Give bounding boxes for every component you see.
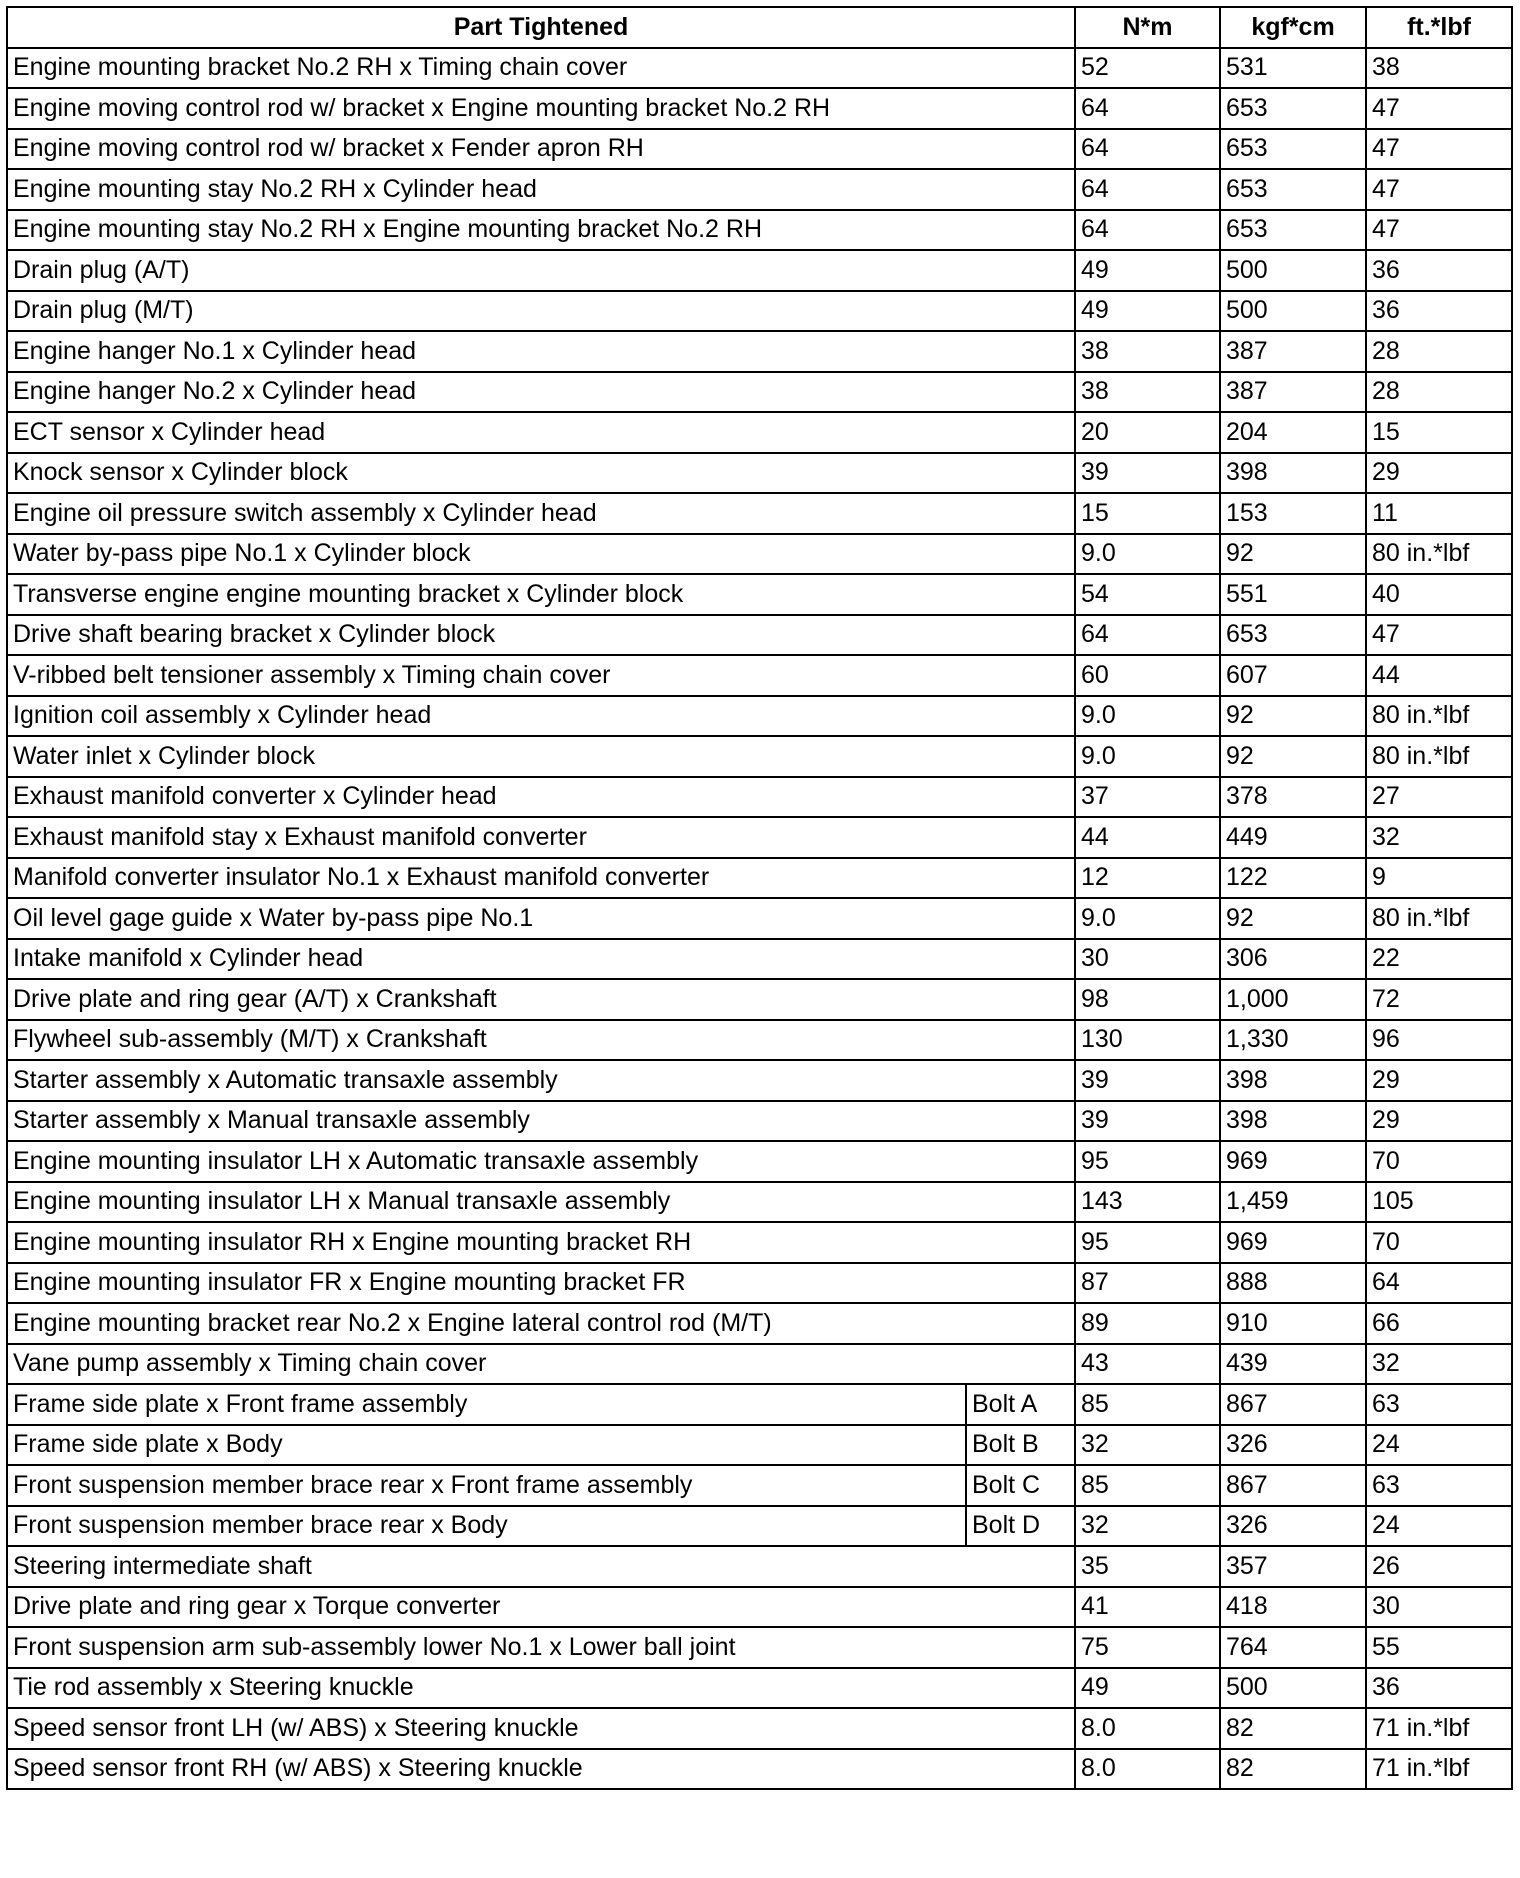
nm-value-cell: 64 xyxy=(1075,615,1220,656)
kgf-cm-value-cell: 867 xyxy=(1220,1384,1366,1425)
ft-lbf-value-cell: 29 xyxy=(1366,453,1512,494)
kgf-cm-value-cell: 1,000 xyxy=(1220,979,1366,1020)
kgf-cm-value-cell: 531 xyxy=(1220,48,1366,89)
nm-value-cell: 143 xyxy=(1075,1182,1220,1223)
ft-lbf-value-cell: 15 xyxy=(1366,412,1512,453)
nm-value-cell: 12 xyxy=(1075,858,1220,899)
ft-lbf-value-cell: 105 xyxy=(1366,1182,1512,1223)
part-tightened-cell: Exhaust manifold stay x Exhaust manifold converter xyxy=(7,817,1075,858)
table-row xyxy=(7,1303,1512,1344)
table-row xyxy=(7,615,1512,656)
kgf-cm-value-cell: 418 xyxy=(1220,1587,1366,1628)
part-tightened-cell: Engine oil pressure switch assembly x Cylinder head xyxy=(7,493,1075,534)
nm-value-cell: 49 xyxy=(1075,250,1220,291)
ft-lbf-value-cell: 44 xyxy=(1366,655,1512,696)
kgf-cm-value-cell: 653 xyxy=(1220,129,1366,170)
ft-lbf-value-cell: 36 xyxy=(1366,1668,1512,1709)
bolt-label-cell: Bolt B xyxy=(966,1425,1075,1466)
ft-lbf-value-cell: 63 xyxy=(1366,1384,1512,1425)
table-row xyxy=(7,210,1512,251)
table-row xyxy=(7,331,1512,372)
part-tightened-cell: Engine mounting insulator RH x Engine mounting bracket RH xyxy=(7,1222,1075,1263)
nm-value-cell: 39 xyxy=(1075,453,1220,494)
part-tightened-cell: Water by-pass pipe No.1 x Cylinder block xyxy=(7,534,1075,575)
part-tightened-cell: Knock sensor x Cylinder block xyxy=(7,453,1075,494)
nm-value-cell: 8.0 xyxy=(1075,1708,1220,1749)
part-tightened-cell: Engine hanger No.2 x Cylinder head xyxy=(7,372,1075,413)
part-tightened-cell: Starter assembly x Manual transaxle assembly xyxy=(7,1101,1075,1142)
table-row xyxy=(7,696,1512,737)
table-row xyxy=(7,1668,1512,1709)
ft-lbf-value-cell: 72 xyxy=(1366,979,1512,1020)
ft-lbf-value-cell: 29 xyxy=(1366,1101,1512,1142)
kgf-cm-value-cell: 888 xyxy=(1220,1263,1366,1304)
ft-lbf-value-cell: 80 in.*lbf xyxy=(1366,736,1512,777)
table-row xyxy=(7,372,1512,413)
part-tightened-cell: Engine mounting stay No.2 RH x Engine mounting bracket No.2 RH xyxy=(7,210,1075,251)
nm-value-cell: 98 xyxy=(1075,979,1220,1020)
kgf-cm-value-cell: 653 xyxy=(1220,169,1366,210)
table-row xyxy=(7,1425,1512,1466)
table-row xyxy=(7,1020,1512,1061)
kgf-cm-value-cell: 500 xyxy=(1220,250,1366,291)
nm-value-cell: 49 xyxy=(1075,1668,1220,1709)
kgf-cm-value-cell: 500 xyxy=(1220,1668,1366,1709)
table-row xyxy=(7,1182,1512,1223)
part-tightened-cell: ECT sensor x Cylinder head xyxy=(7,412,1075,453)
nm-value-cell: 75 xyxy=(1075,1627,1220,1668)
bolt-label-cell: Bolt D xyxy=(966,1506,1075,1547)
kgf-cm-value-cell: 153 xyxy=(1220,493,1366,534)
nm-value-cell: 9.0 xyxy=(1075,736,1220,777)
nm-value-cell: 43 xyxy=(1075,1344,1220,1385)
kgf-cm-value-cell: 326 xyxy=(1220,1425,1366,1466)
part-tightened-cell: Drive plate and ring gear (A/T) x Crankshaft xyxy=(7,979,1075,1020)
table-row xyxy=(7,979,1512,1020)
part-tightened-cell: Frame side plate x Body xyxy=(7,1425,966,1466)
part-tightened-cell: Drain plug (A/T) xyxy=(7,250,1075,291)
ft-lbf-value-cell: 71 in.*lbf xyxy=(1366,1708,1512,1749)
ft-lbf-value-cell: 70 xyxy=(1366,1141,1512,1182)
part-tightened-cell: Speed sensor front LH (w/ ABS) x Steering knuckle xyxy=(7,1708,1075,1749)
ft-lbf-value-cell: 32 xyxy=(1366,817,1512,858)
header-row xyxy=(7,7,1512,48)
part-tightened-cell: Starter assembly x Automatic transaxle assembly xyxy=(7,1060,1075,1101)
table-row xyxy=(7,655,1512,696)
ft-lbf-value-cell: 47 xyxy=(1366,88,1512,129)
part-tightened-cell: Oil level gage guide x Water by-pass pipe No.1 xyxy=(7,898,1075,939)
table-row xyxy=(7,493,1512,534)
table-row xyxy=(7,817,1512,858)
kgf-cm-value-cell: 969 xyxy=(1220,1222,1366,1263)
part-tightened-cell: Engine mounting bracket No.2 RH x Timing chain cover xyxy=(7,48,1075,89)
table-row xyxy=(7,250,1512,291)
ft-lbf-value-cell: 47 xyxy=(1366,129,1512,170)
part-tightened-cell: Manifold converter insulator No.1 x Exhaust manifold converter xyxy=(7,858,1075,899)
part-tightened-cell: Vane pump assembly x Timing chain cover xyxy=(7,1344,1075,1385)
kgf-cm-value-cell: 653 xyxy=(1220,615,1366,656)
table-row xyxy=(7,48,1512,89)
table-row xyxy=(7,1141,1512,1182)
table-row xyxy=(7,1060,1512,1101)
ft-lbf-value-cell: 47 xyxy=(1366,210,1512,251)
part-tightened-cell: Engine moving control rod w/ bracket x Fender apron RH xyxy=(7,129,1075,170)
bolt-label-cell: Bolt A xyxy=(966,1384,1075,1425)
nm-value-cell: 89 xyxy=(1075,1303,1220,1344)
header-nm: N*m xyxy=(1075,7,1220,48)
table-row xyxy=(7,1627,1512,1668)
part-tightened-cell: Ignition coil assembly x Cylinder head xyxy=(7,696,1075,737)
kgf-cm-value-cell: 306 xyxy=(1220,939,1366,980)
nm-value-cell: 9.0 xyxy=(1075,534,1220,575)
ft-lbf-value-cell: 47 xyxy=(1366,169,1512,210)
table-row xyxy=(7,1587,1512,1628)
kgf-cm-value-cell: 122 xyxy=(1220,858,1366,899)
table-body xyxy=(7,48,1512,1790)
kgf-cm-value-cell: 607 xyxy=(1220,655,1366,696)
table-row xyxy=(7,1222,1512,1263)
part-tightened-cell: Water inlet x Cylinder block xyxy=(7,736,1075,777)
nm-value-cell: 32 xyxy=(1075,1506,1220,1547)
part-tightened-cell: Steering intermediate shaft xyxy=(7,1546,1075,1587)
ft-lbf-value-cell: 80 in.*lbf xyxy=(1366,534,1512,575)
nm-value-cell: 44 xyxy=(1075,817,1220,858)
kgf-cm-value-cell: 1,330 xyxy=(1220,1020,1366,1061)
nm-value-cell: 85 xyxy=(1075,1384,1220,1425)
ft-lbf-value-cell: 36 xyxy=(1366,291,1512,332)
table-row xyxy=(7,1465,1512,1506)
nm-value-cell: 37 xyxy=(1075,777,1220,818)
kgf-cm-value-cell: 357 xyxy=(1220,1546,1366,1587)
nm-value-cell: 64 xyxy=(1075,210,1220,251)
nm-value-cell: 64 xyxy=(1075,169,1220,210)
ft-lbf-value-cell: 63 xyxy=(1366,1465,1512,1506)
part-tightened-cell: Engine mounting insulator FR x Engine mounting bracket FR xyxy=(7,1263,1075,1304)
kgf-cm-value-cell: 653 xyxy=(1220,210,1366,251)
part-tightened-cell: Engine moving control rod w/ bracket x Engine mounting bracket No.2 RH xyxy=(7,88,1075,129)
part-tightened-cell: Front suspension arm sub-assembly lower No.1 x Lower ball joint xyxy=(7,1627,1075,1668)
table-row xyxy=(7,1546,1512,1587)
ft-lbf-value-cell: 36 xyxy=(1366,250,1512,291)
table-row xyxy=(7,1708,1512,1749)
ft-lbf-value-cell: 29 xyxy=(1366,1060,1512,1101)
ft-lbf-value-cell: 11 xyxy=(1366,493,1512,534)
ft-lbf-value-cell: 80 in.*lbf xyxy=(1366,898,1512,939)
kgf-cm-value-cell: 387 xyxy=(1220,331,1366,372)
nm-value-cell: 15 xyxy=(1075,493,1220,534)
ft-lbf-value-cell: 26 xyxy=(1366,1546,1512,1587)
kgf-cm-value-cell: 92 xyxy=(1220,534,1366,575)
header-part-tightened: Part Tightened xyxy=(7,7,1075,48)
kgf-cm-value-cell: 439 xyxy=(1220,1344,1366,1385)
nm-value-cell: 49 xyxy=(1075,291,1220,332)
part-tightened-cell: Front suspension member brace rear x Body xyxy=(7,1506,966,1547)
kgf-cm-value-cell: 1,459 xyxy=(1220,1182,1366,1223)
nm-value-cell: 38 xyxy=(1075,372,1220,413)
table-row xyxy=(7,777,1512,818)
ft-lbf-value-cell: 32 xyxy=(1366,1344,1512,1385)
nm-value-cell: 35 xyxy=(1075,1546,1220,1587)
nm-value-cell: 30 xyxy=(1075,939,1220,980)
kgf-cm-value-cell: 378 xyxy=(1220,777,1366,818)
ft-lbf-value-cell: 9 xyxy=(1366,858,1512,899)
table-row xyxy=(7,1384,1512,1425)
part-tightened-cell: Engine mounting bracket rear No.2 x Engine lateral control rod (M/T) xyxy=(7,1303,1075,1344)
kgf-cm-value-cell: 398 xyxy=(1220,453,1366,494)
bolt-label-cell: Bolt C xyxy=(966,1465,1075,1506)
kgf-cm-value-cell: 551 xyxy=(1220,574,1366,615)
torque-specification-table xyxy=(6,6,1513,1790)
ft-lbf-value-cell: 28 xyxy=(1366,331,1512,372)
kgf-cm-value-cell: 82 xyxy=(1220,1708,1366,1749)
part-tightened-cell: Engine hanger No.1 x Cylinder head xyxy=(7,331,1075,372)
ft-lbf-value-cell: 71 in.*lbf xyxy=(1366,1749,1512,1790)
part-tightened-cell: Frame side plate x Front frame assembly xyxy=(7,1384,966,1425)
nm-value-cell: 54 xyxy=(1075,574,1220,615)
ft-lbf-value-cell: 96 xyxy=(1366,1020,1512,1061)
ft-lbf-value-cell: 66 xyxy=(1366,1303,1512,1344)
ft-lbf-value-cell: 30 xyxy=(1366,1587,1512,1628)
table-row xyxy=(7,169,1512,210)
part-tightened-cell: Intake manifold x Cylinder head xyxy=(7,939,1075,980)
ft-lbf-value-cell: 38 xyxy=(1366,48,1512,89)
header-ft-lbf: ft.*lbf xyxy=(1366,7,1512,48)
kgf-cm-value-cell: 398 xyxy=(1220,1060,1366,1101)
table-row xyxy=(7,1101,1512,1142)
ft-lbf-value-cell: 55 xyxy=(1366,1627,1512,1668)
table-row xyxy=(7,1263,1512,1304)
kgf-cm-value-cell: 398 xyxy=(1220,1101,1366,1142)
ft-lbf-value-cell: 64 xyxy=(1366,1263,1512,1304)
nm-value-cell: 64 xyxy=(1075,88,1220,129)
table-row xyxy=(7,453,1512,494)
kgf-cm-value-cell: 969 xyxy=(1220,1141,1366,1182)
ft-lbf-value-cell: 24 xyxy=(1366,1425,1512,1466)
part-tightened-cell: V-ribbed belt tensioner assembly x Timing chain cover xyxy=(7,655,1075,696)
table-row xyxy=(7,412,1512,453)
kgf-cm-value-cell: 92 xyxy=(1220,898,1366,939)
nm-value-cell: 39 xyxy=(1075,1101,1220,1142)
kgf-cm-value-cell: 92 xyxy=(1220,696,1366,737)
nm-value-cell: 38 xyxy=(1075,331,1220,372)
nm-value-cell: 85 xyxy=(1075,1465,1220,1506)
kgf-cm-value-cell: 204 xyxy=(1220,412,1366,453)
ft-lbf-value-cell: 24 xyxy=(1366,1506,1512,1547)
kgf-cm-value-cell: 387 xyxy=(1220,372,1366,413)
table-row xyxy=(7,939,1512,980)
nm-value-cell: 87 xyxy=(1075,1263,1220,1304)
kgf-cm-value-cell: 449 xyxy=(1220,817,1366,858)
ft-lbf-value-cell: 40 xyxy=(1366,574,1512,615)
kgf-cm-value-cell: 910 xyxy=(1220,1303,1366,1344)
table-row xyxy=(7,858,1512,899)
part-tightened-cell: Drive plate and ring gear x Torque converter xyxy=(7,1587,1075,1628)
kgf-cm-value-cell: 500 xyxy=(1220,291,1366,332)
part-tightened-cell: Exhaust manifold converter x Cylinder head xyxy=(7,777,1075,818)
table-row xyxy=(7,1506,1512,1547)
kgf-cm-value-cell: 867 xyxy=(1220,1465,1366,1506)
nm-value-cell: 130 xyxy=(1075,1020,1220,1061)
nm-value-cell: 8.0 xyxy=(1075,1749,1220,1790)
part-tightened-cell: Engine mounting insulator LH x Automatic transaxle assembly xyxy=(7,1141,1075,1182)
ft-lbf-value-cell: 80 in.*lbf xyxy=(1366,696,1512,737)
part-tightened-cell: Front suspension member brace rear x Front frame assembly xyxy=(7,1465,966,1506)
table-row xyxy=(7,129,1512,170)
part-tightened-cell: Engine mounting stay No.2 RH x Cylinder head xyxy=(7,169,1075,210)
table-row xyxy=(7,1749,1512,1790)
kgf-cm-value-cell: 764 xyxy=(1220,1627,1366,1668)
kgf-cm-value-cell: 92 xyxy=(1220,736,1366,777)
part-tightened-cell: Engine mounting insulator LH x Manual transaxle assembly xyxy=(7,1182,1075,1223)
part-tightened-cell: Flywheel sub-assembly (M/T) x Crankshaft xyxy=(7,1020,1075,1061)
nm-value-cell: 20 xyxy=(1075,412,1220,453)
header-kgf-cm: kgf*cm xyxy=(1220,7,1366,48)
nm-value-cell: 32 xyxy=(1075,1425,1220,1466)
kgf-cm-value-cell: 82 xyxy=(1220,1749,1366,1790)
part-tightened-cell: Transverse engine engine mounting bracket x Cylinder block xyxy=(7,574,1075,615)
nm-value-cell: 60 xyxy=(1075,655,1220,696)
table-row xyxy=(7,88,1512,129)
nm-value-cell: 9.0 xyxy=(1075,898,1220,939)
table-row xyxy=(7,291,1512,332)
ft-lbf-value-cell: 47 xyxy=(1366,615,1512,656)
table-row xyxy=(7,1344,1512,1385)
ft-lbf-value-cell: 70 xyxy=(1366,1222,1512,1263)
ft-lbf-value-cell: 22 xyxy=(1366,939,1512,980)
part-tightened-cell: Drain plug (M/T) xyxy=(7,291,1075,332)
nm-value-cell: 64 xyxy=(1075,129,1220,170)
part-tightened-cell: Speed sensor front RH (w/ ABS) x Steering knuckle xyxy=(7,1749,1075,1790)
nm-value-cell: 9.0 xyxy=(1075,696,1220,737)
nm-value-cell: 41 xyxy=(1075,1587,1220,1628)
ft-lbf-value-cell: 28 xyxy=(1366,372,1512,413)
part-tightened-cell: Drive shaft bearing bracket x Cylinder block xyxy=(7,615,1075,656)
table-row xyxy=(7,736,1512,777)
nm-value-cell: 39 xyxy=(1075,1060,1220,1101)
nm-value-cell: 95 xyxy=(1075,1222,1220,1263)
table-row xyxy=(7,534,1512,575)
nm-value-cell: 95 xyxy=(1075,1141,1220,1182)
table-row xyxy=(7,898,1512,939)
ft-lbf-value-cell: 27 xyxy=(1366,777,1512,818)
part-tightened-cell: Tie rod assembly x Steering knuckle xyxy=(7,1668,1075,1709)
nm-value-cell: 52 xyxy=(1075,48,1220,89)
table-row xyxy=(7,574,1512,615)
kgf-cm-value-cell: 653 xyxy=(1220,88,1366,129)
kgf-cm-value-cell: 326 xyxy=(1220,1506,1366,1547)
